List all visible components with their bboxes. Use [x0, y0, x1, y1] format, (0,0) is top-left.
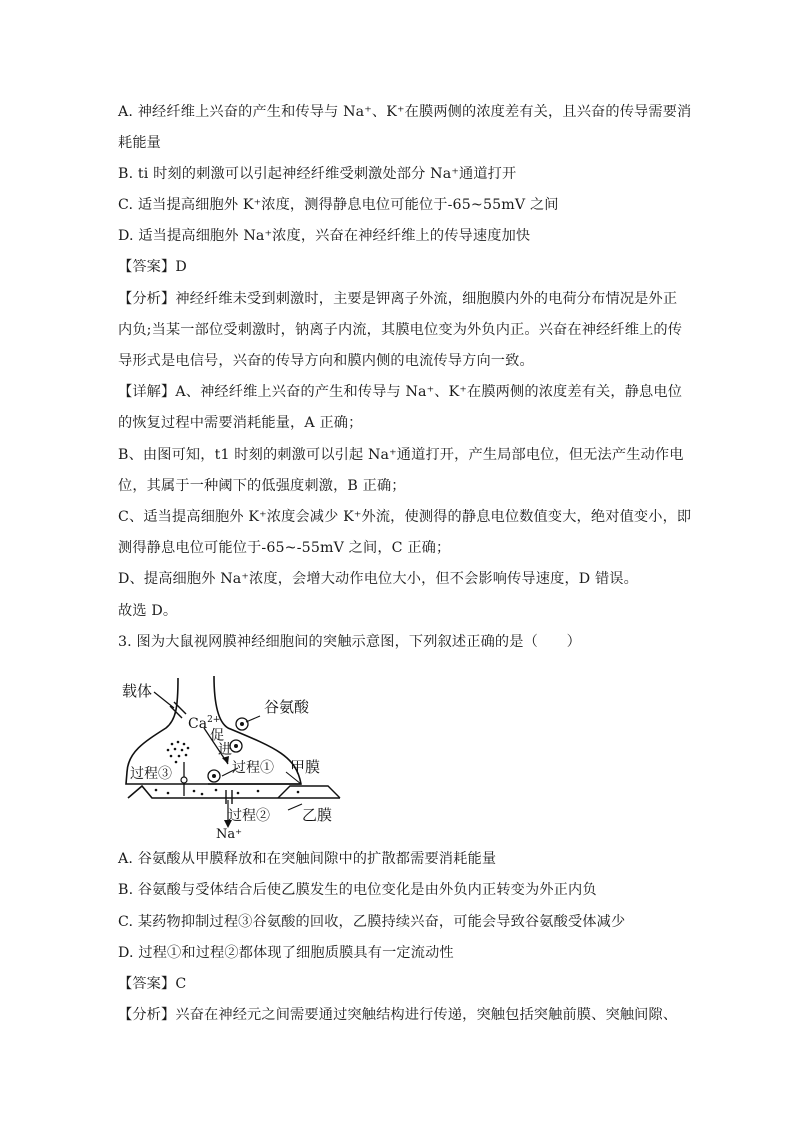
- glutamate-pointer: [246, 716, 260, 722]
- detail-1-line4: 位，其属于一种阈下的低强度刺激，B 正确；: [118, 478, 406, 494]
- carrier-pointer: [154, 692, 174, 708]
- membrane-b-fold: [278, 786, 340, 798]
- vesicle-3-core: [212, 774, 216, 778]
- detail-1-line3: B、由图可知，t1 时刻的刺激可以引起 Na⁺通道打开，产生局部电位，但无法产生动作电: [118, 447, 684, 463]
- answer-1: 【答案】D: [118, 259, 187, 275]
- label-na: Na⁺: [216, 827, 242, 840]
- label-membrane-a: 甲膜: [290, 758, 321, 776]
- label-process1: 过程①: [232, 760, 274, 776]
- label-membrane-b: 乙膜: [302, 806, 333, 824]
- label-promote-1: 促: [210, 728, 224, 744]
- option-3b: B. 谷氨酸与受体结合后使乙膜发生的电位变化是由外负内正转变为外正内负: [118, 882, 597, 898]
- option-3c: C. 某药物抑制过程③谷氨酸的回收，乙膜持续兴奋，可能会导致谷氨酸受体减少: [118, 914, 626, 930]
- option-a-line1: A. 神经纤维上兴奋的产生和传导与 Na⁺、K⁺在膜两侧的浓度差有关，且兴奋的传导需要消: [118, 104, 692, 120]
- vesicle-2-core: [234, 744, 238, 748]
- detail-1-line6: 测得静息电位可能位于-65~-55mV 之间，C 正确；: [118, 540, 451, 556]
- label-carrier: 载体: [122, 682, 153, 700]
- detail-1-line7: D、提高细胞外 Na⁺浓度，会增大动作电位大小，但不会影响传导速度，D 错误。: [118, 571, 638, 587]
- option-3a: A. 谷氨酸从甲膜释放和在突触间隙中的扩散都需要消耗能量: [118, 851, 497, 867]
- membrane-b-pointer: [288, 804, 302, 810]
- option-c: C. 适当提高细胞外 K⁺浓度，测得静息电位可能位于-65~55mV 之间: [118, 197, 559, 213]
- analysis-1-line3: 导形式是电信号，兴奋的传导方向和膜内侧的电流传导方向一致。: [118, 353, 534, 369]
- synapse-diagram: [118, 672, 358, 840]
- detail-1-line1: 【详解】A、神经纤维上兴奋的产生和传导与 Na⁺、K⁺在膜两侧的浓度差有关，静息电位: [118, 384, 683, 400]
- question-3: 3. 图为大鼠视网膜神经细胞间的突触示意图，下列叙述正确的是（ ）: [118, 634, 581, 650]
- label-promote-2: 进: [218, 742, 232, 758]
- option-d: D. 适当提高细胞外 Na⁺浓度，兴奋在神经纤维上的传导速度加快: [118, 228, 531, 244]
- label-process2: 过程②: [228, 808, 270, 824]
- vesicle-1-core: [240, 722, 244, 726]
- label-glutamate: 谷氨酸: [264, 698, 310, 716]
- membrane-b-line: [128, 786, 340, 798]
- detail-1-line5: C、适当提高细胞外 K⁺浓度会减少 K⁺外流，使测得的静息电位数值变大，绝对值变小，即: [118, 509, 692, 525]
- label-ca: $Ca^{2+}$: [188, 715, 221, 732]
- analysis-3-line1: 【分析】兴奋在神经元之间需要通过突触结构进行传递，突触包括突触前膜、突触间隙、: [118, 1007, 678, 1023]
- option-a-line2: 耗能量: [118, 135, 162, 151]
- conclusion-1: 故选 D。: [118, 603, 178, 619]
- option-3d: D. 过程①和过程②都体现了细胞质膜具有一定流动性: [118, 945, 454, 961]
- detail-1-line2: 的恢复过程中需要消耗能量，A 正确；: [118, 415, 363, 431]
- process3-transporter: [181, 777, 187, 783]
- answer-3: 【答案】C: [118, 976, 187, 992]
- label-process3: 过程③: [130, 766, 172, 782]
- option-b: B. ti 时刻的刺激可以引起神经纤维受刺激处部分 Na⁺通道打开: [118, 166, 517, 182]
- analysis-1-line2: 内负;当某一部位受刺激时，钠离子内流，其膜电位变为外负内正。兴奋在神经纤维上的传: [118, 322, 683, 338]
- analysis-1-line1: 【分析】神经纤维未受到刺激时，主要是钾离子外流，细胞膜内外的电荷分布情况是外正: [118, 291, 678, 307]
